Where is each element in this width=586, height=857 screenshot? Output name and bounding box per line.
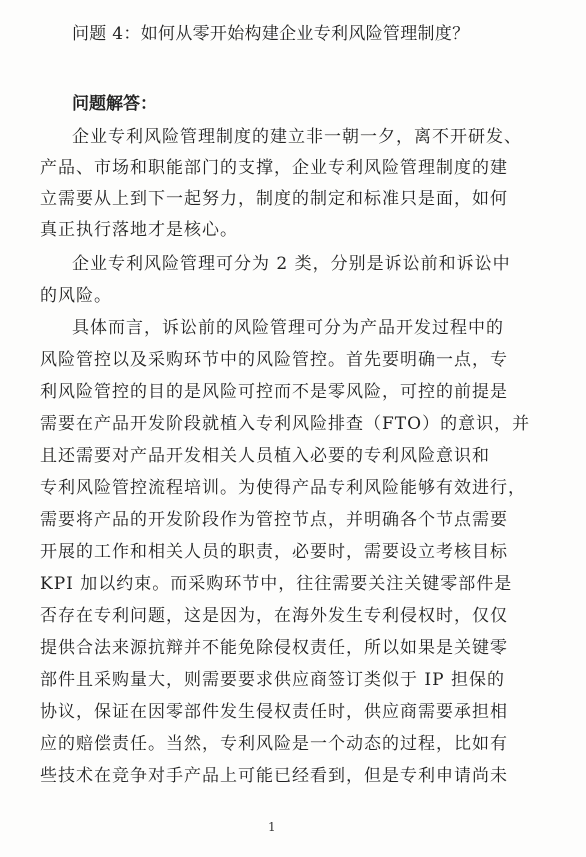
body-line: 应的赔偿责任。当然，专利风险是一个动态的过程，比如有 <box>40 734 508 754</box>
body-line: 企业专利风险管理制度的建立非一朝一夕，离不开研发、 <box>72 127 522 147</box>
body-line: 产品、市场和职能部门的支撑，企业专利风险管理制度的建 <box>40 158 508 178</box>
body-line: 些技术在竞争对手产品上可能已经看到，但是专利申请尚未 <box>40 766 508 786</box>
body-line: 风险管控以及采购环节中的风险管控。首先要明确一点，专 <box>40 350 508 370</box>
body-line: 企业专利风险管理可分为 2 类，分别是诉讼前和诉讼中 <box>72 254 511 274</box>
body-line: 需要在产品开发阶段就植入专利风险排查（FTO）的意识，并 <box>40 414 531 434</box>
body-line: 协议，保证在因零部件发生侵权责任时，供应商需要承担相 <box>40 702 508 722</box>
body-line: 提供合法来源抗辩并不能免除侵权责任，所以如果是关键零 <box>40 638 508 658</box>
body-line: 立需要从上到下一起努力，制度的制定和标准只是面，如何 <box>40 189 508 209</box>
body-line: 部件且采购量大，则需要要求供应商签订类似于 IP 担保的 <box>40 670 505 690</box>
body-line: 真正执行落地才是核心。 <box>40 220 238 240</box>
body-line: 需要将产品的开发阶段作为管控节点，并明确各个节点需要 <box>40 510 508 530</box>
page-number: 1 <box>268 820 276 834</box>
answer-heading: 问题解答： <box>72 94 157 114</box>
body-line: 具体而言，诉讼前的风险管理可分为产品开发过程中的 <box>72 318 504 338</box>
body-line: 的风险。 <box>40 286 112 306</box>
question-title: 问题 4：如何从零开始构建企业专利风险管理制度？ <box>72 24 470 44</box>
body-line: KPI 加以约束。而采购环节中，往往需要关注关键零部件是 <box>40 574 513 594</box>
body-line: 开展的工作和相关人员的职责，必要时，需要设立考核目标 <box>40 542 508 562</box>
body-line: 专利风险管控流程培训。为使得产品专利风险能够有效进行， <box>40 478 526 498</box>
body-line: 利风险管控的目的是风险可控而不是零风险，可控的前提是 <box>40 382 508 402</box>
body-line: 且还需要对产品开发相关人员植入必要的专利风险意识和 <box>40 446 490 466</box>
body-line: 否存在专利问题，这是因为，在海外发生专利侵权时，仅仅 <box>40 606 508 626</box>
